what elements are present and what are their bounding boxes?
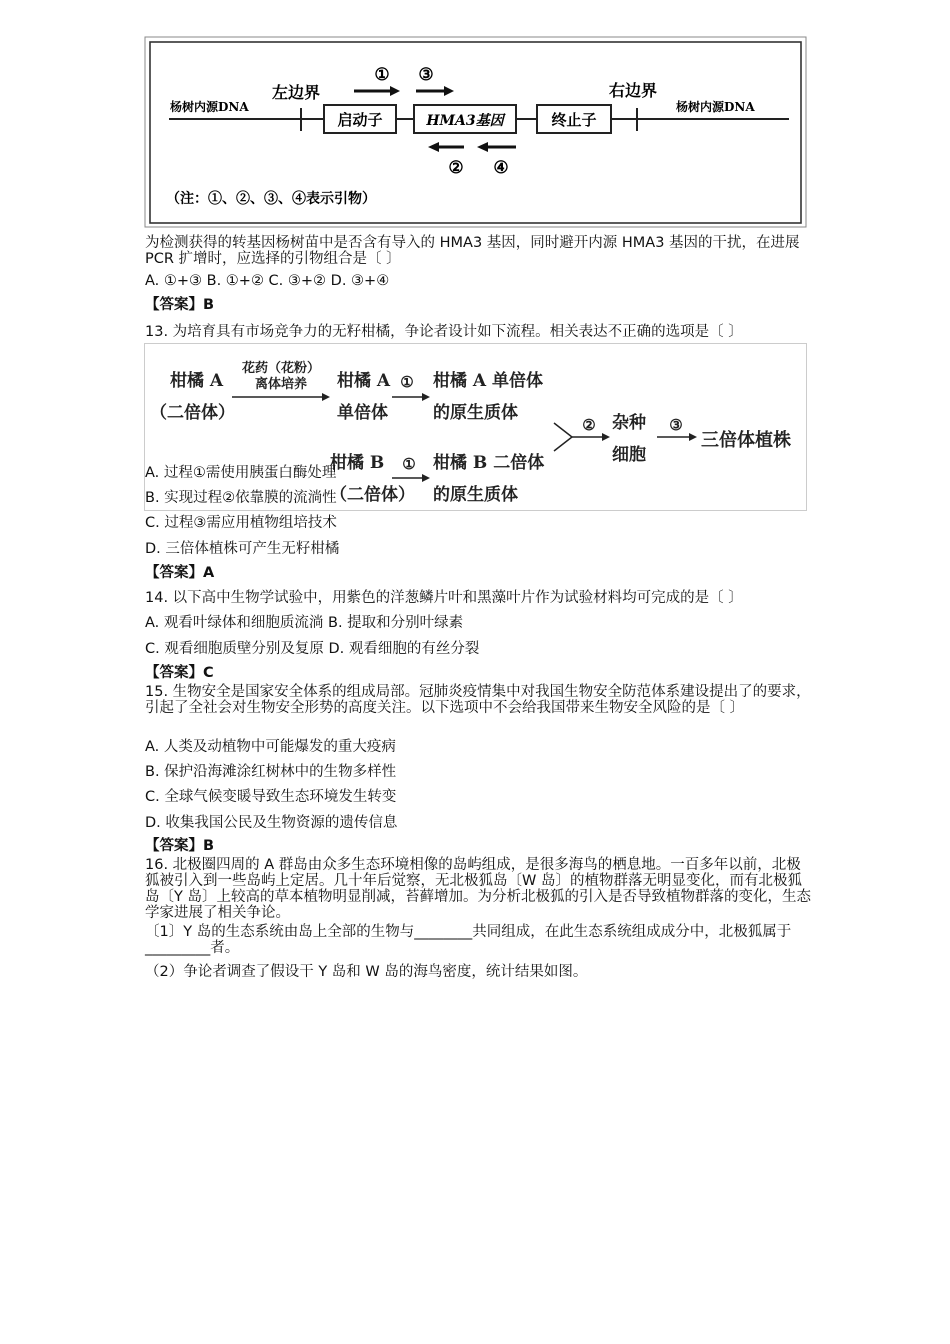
hybrid-line1: 杂种 — [612, 413, 646, 433]
q14-options-ab: A. 观看叶绿体和细胞质流淌 B. 提取和分别叶绿素 — [145, 615, 464, 631]
q12-options: A. ①+③ B. ①+② C. ③+② D. ③+④ — [145, 273, 390, 289]
q16-sub2: （2）争论者调查了假设干 Y 岛和 W 岛的海鸟密度，统计结果如图。 — [145, 964, 588, 980]
culture-bottom-label: 离体培养 — [254, 377, 308, 392]
q15-option-a: A. 人类及动植物中可能爆发的重大疫病 — [145, 739, 396, 755]
q13-option-c: C. 过程③需应用植物组培技术 — [145, 515, 337, 531]
q13-stem: 13. 为培育具有市场竞争力的无籽柑橘，争论者设计如下流程。相关表达不正确的选项是〔 〕 — [145, 324, 743, 340]
q14-options-cd: C. 观看细胞质壁分别及复原 D. 观看细胞的有丝分裂 — [145, 641, 480, 657]
primer2-label: ② — [448, 158, 464, 178]
q16-sub1: 〔1〕Y 岛的生态系统由岛上全部的生物与________共同组成，在此生态系统组成成分中，北极狐属于_________者。 — [145, 924, 792, 956]
primer1-label: ① — [374, 65, 390, 85]
primer4-label: ④ — [493, 158, 509, 178]
diploid-b-label: （二倍体） — [330, 485, 415, 505]
q15-option-d: D. 收集我国公民及生物资源的遗传信息 — [145, 815, 398, 831]
q14-answer: 【答案】C — [145, 665, 214, 681]
right-boundary-label: 右边界 — [609, 81, 658, 100]
hybrid-line2: 细胞 — [612, 445, 646, 465]
q14-stem: 14. 以下高中生物学试验中，用紫色的洋葱鳞片叶和黑藻叶片作为试验材料均可完成的是〔 〕 — [145, 590, 743, 606]
q15-stem: 15. 生物安全是国家安全体系的组成局部。冠肺炎疫情集中对我国生物安全防范体系建设提出了的要求，引起了全社会对生物安全形势的高度关注。以下选项中不会给我国带来生物安全风险的是〔 〕 — [145, 684, 811, 716]
q13-option-b: B. 实现过程②依靠膜的流淌性 — [145, 490, 337, 506]
step1-label: ① — [400, 373, 414, 391]
proto-b-line2: 的原生质体 — [433, 485, 518, 505]
q12-answer: 【答案】B — [145, 297, 215, 313]
haploid-label: 单倍体 — [337, 403, 388, 423]
step1b-label: ① — [402, 455, 416, 473]
figure-note: （注：①、②、③、④表示引物） — [166, 191, 376, 207]
step3-label: ③ — [669, 416, 683, 434]
gene-label: HMA3基因 — [426, 113, 504, 129]
diploid-label: （二倍体） — [150, 403, 235, 423]
citrus-flow-svg — [144, 343, 807, 511]
citrus-flow-figure — [144, 343, 807, 511]
culture-top-label: 花药（花粉） — [241, 361, 321, 376]
triploid-label: 三倍体植株 — [701, 430, 791, 451]
proto-b-line1: 柑橘 B 二倍体 — [433, 453, 545, 473]
primer3-label: ③ — [418, 65, 434, 85]
citrus-b-label: 柑橘 B — [330, 453, 385, 473]
q13-option-a: A. 过程①需使用胰蛋白酶处理 — [145, 465, 337, 481]
promoter-label: 启动子 — [337, 111, 383, 129]
q15-option-b: B. 保护沿海滩涂红树林中的生物多样性 — [145, 764, 397, 780]
right-dna-label: 杨树内源DNA — [676, 100, 755, 114]
q16-stem: 16. 北极圈四周的 A 群岛由众多生态环境相像的岛屿组成，是很多海鸟的栖息地。一百多年以前，北极狐被引入到一些岛屿上定居。几十年后觉察，无北极狐岛〔W 岛〕的植物群落无明显变化，而有北极狐岛〔Y 岛〕上较高的草本植物明显削减，苔藓增加。为分析北极狐的引入是否导致植物群落的变化，生态学家进展了相关争论。 — [145, 857, 811, 921]
q13-answer: 【答案】A — [145, 565, 215, 581]
left-dna-label: 杨树内源DNA — [170, 100, 249, 114]
dna-construct-svg — [144, 36, 807, 228]
q13-option-d: D. 三倍体植株可产生无籽柑橘 — [145, 541, 340, 557]
step2-label: ② — [582, 416, 596, 434]
proto-a-line1: 柑橘 A 单倍体 — [433, 371, 544, 391]
q12-stem: 为检测获得的转基因杨树苗中是否含有导入的 HMA3 基因，同时避开内源 HMA3 基因的干扰，在进展 PCR 扩增时，应选择的引物组合是〔 〕 — [145, 235, 800, 267]
terminator-label: 终止子 — [551, 111, 597, 129]
proto-a-line2: 的原生质体 — [433, 403, 518, 423]
q15-answer: 【答案】B — [145, 838, 215, 854]
citrus-a2-label: 柑橘 A — [337, 371, 391, 391]
citrus-a-label: 柑橘 A — [170, 371, 224, 391]
q15-option-c: C. 全球气候变暖导致生态环境发生转变 — [145, 789, 397, 805]
left-boundary-label: 左边界 — [272, 83, 321, 102]
dna-construct-figure — [144, 36, 807, 228]
